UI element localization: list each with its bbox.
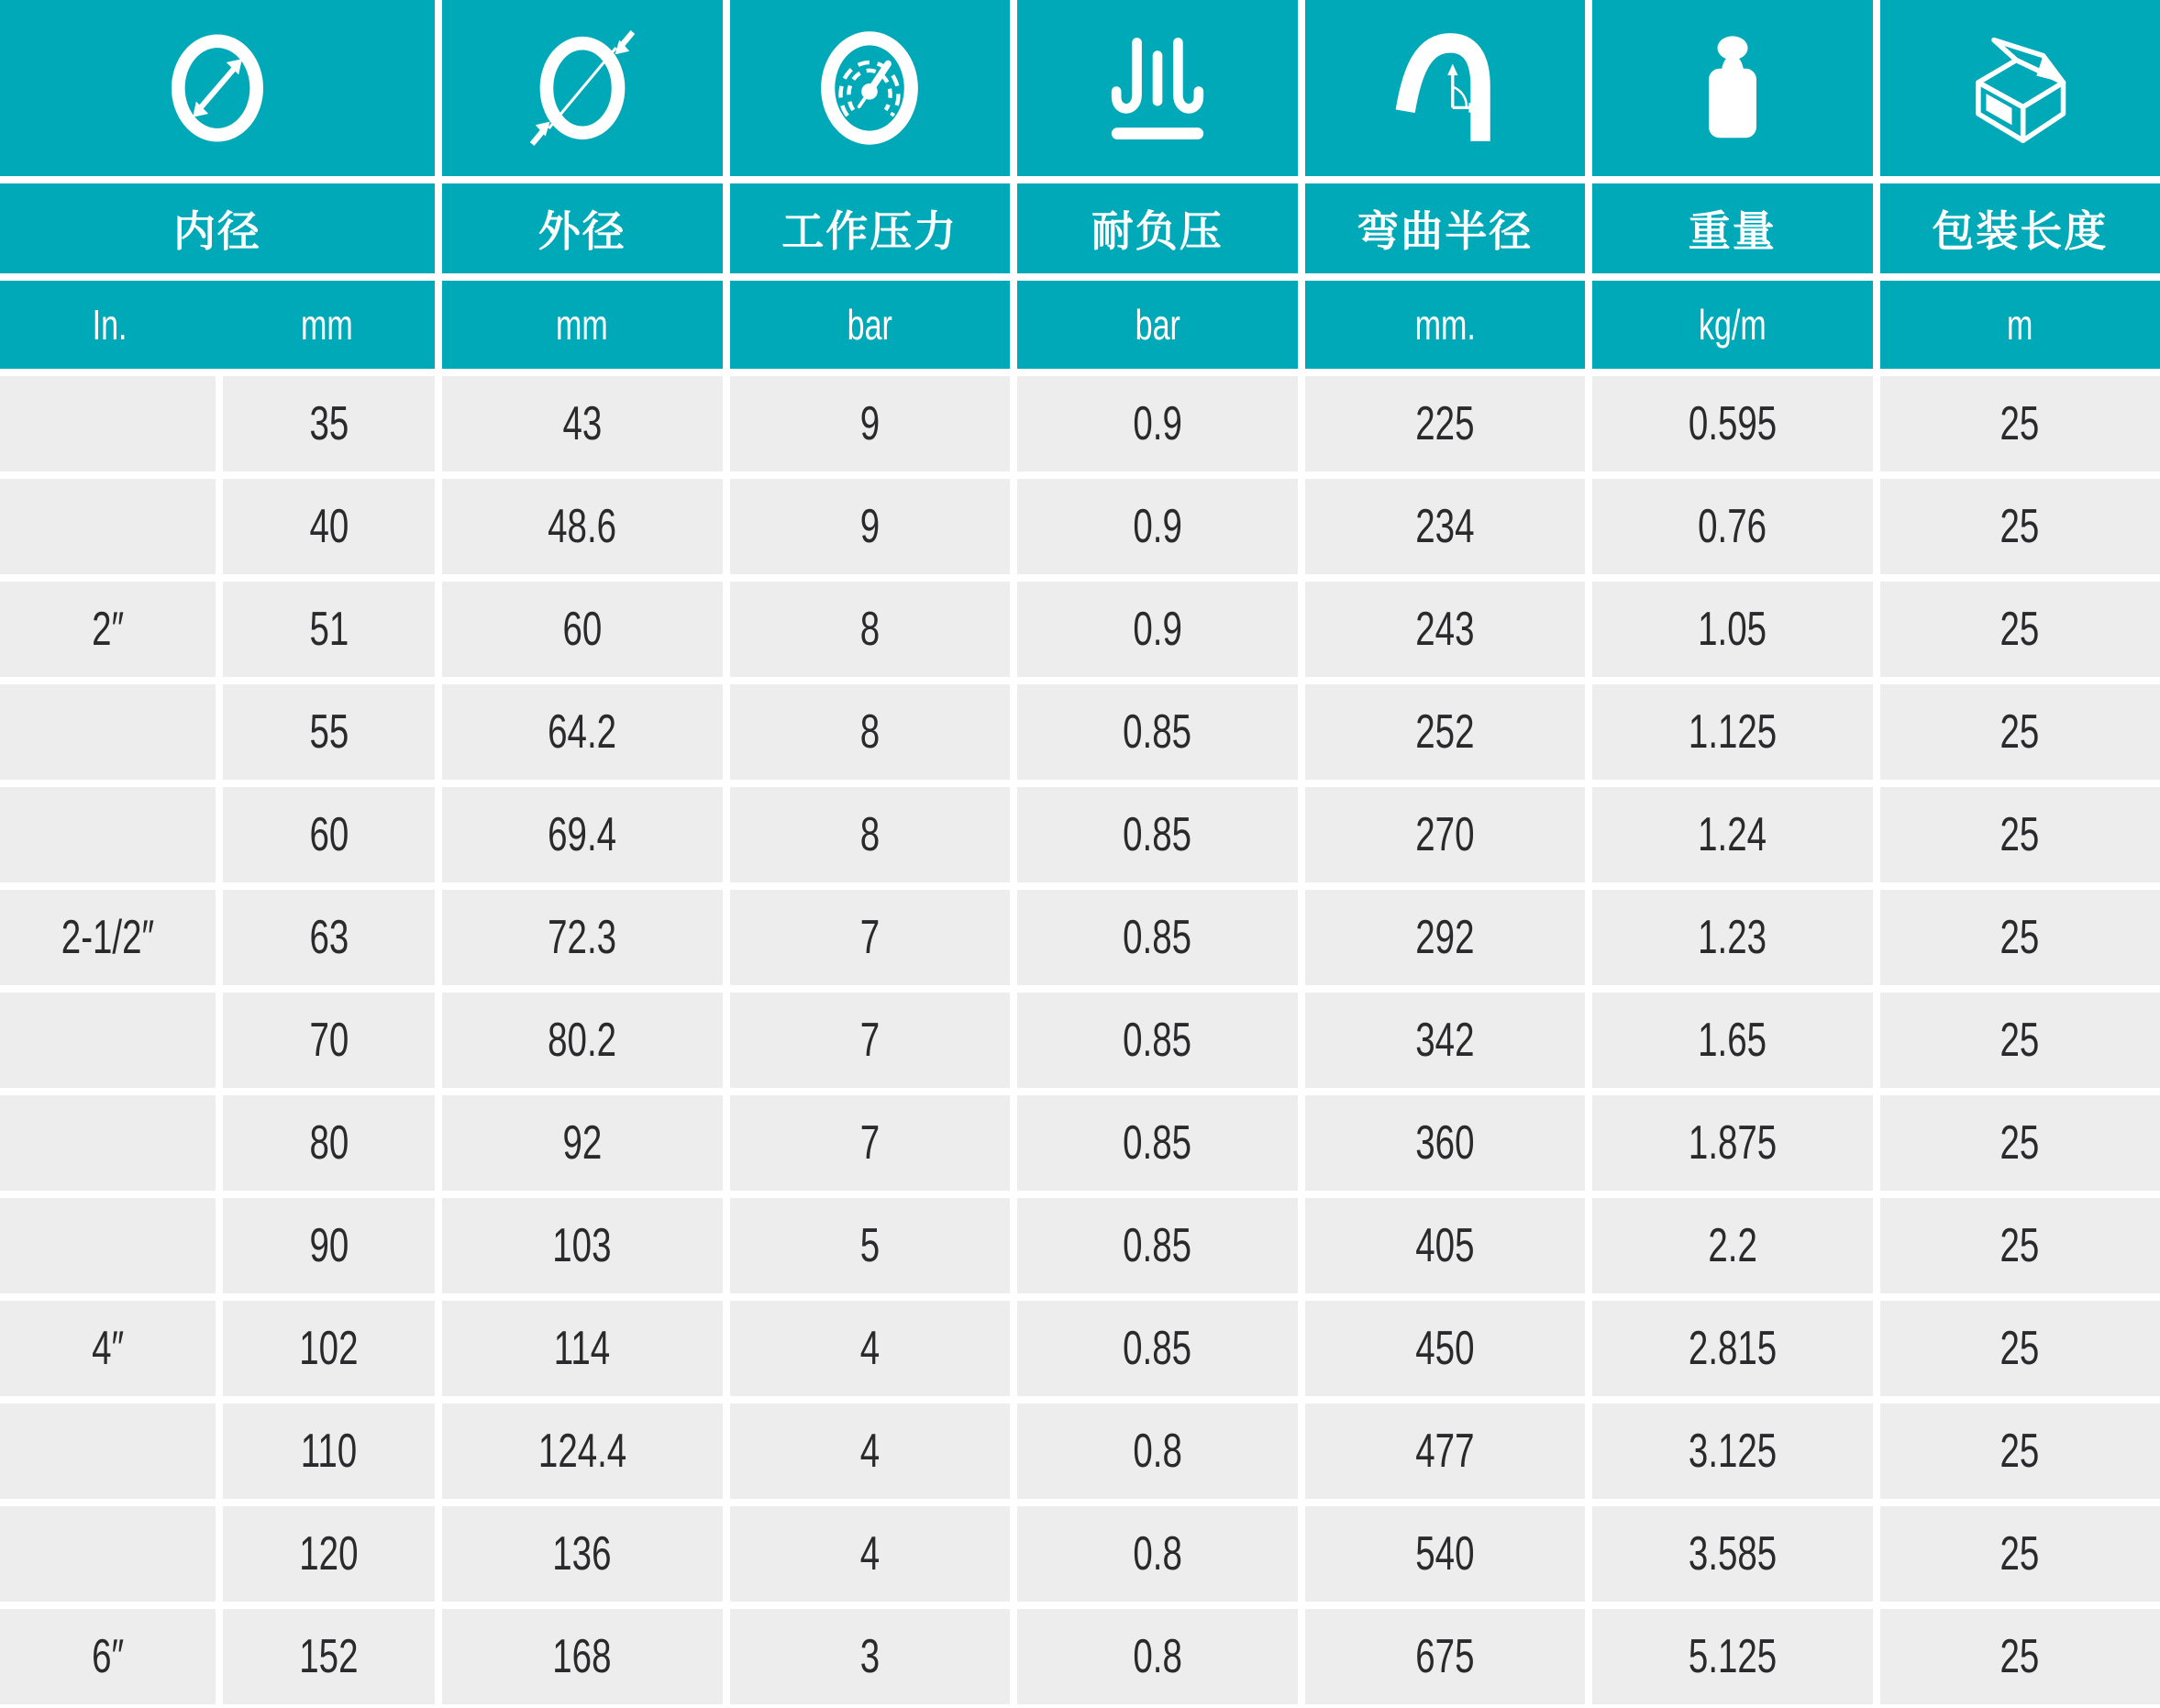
cell-value: 69.4 — [548, 808, 617, 861]
header-cell-working-pressure — [730, 183, 1011, 273]
inch-cell — [0, 582, 216, 677]
bend-radius-cell — [1305, 1095, 1586, 1191]
weight-cell — [1592, 993, 1873, 1088]
icon-cell-vacuum — [1017, 0, 1298, 176]
pressure-cell — [730, 582, 1011, 677]
cell-value: 40 — [309, 500, 349, 553]
icon-cell-inner-diameter — [0, 0, 435, 176]
cell-value: 0.9 — [1132, 603, 1182, 656]
unit-cell-working-pressure — [730, 281, 1011, 369]
cell-value: 48.6 — [548, 500, 617, 553]
cell-value: 2.815 — [1688, 1322, 1777, 1375]
length-cell — [1880, 993, 2160, 1088]
bend-radius-cell — [1305, 582, 1586, 677]
cell-value: 252 — [1415, 705, 1475, 759]
icon-cell-working-pressure — [730, 0, 1011, 176]
inch-cell — [0, 684, 216, 780]
outer-mm-cell — [442, 479, 723, 574]
length-cell — [1880, 1506, 2160, 1602]
column-label: 重量 — [1688, 207, 1777, 255]
cell-value: 5 — [859, 1219, 880, 1272]
cell-value: 102 — [299, 1322, 359, 1375]
weight-cell — [1592, 890, 1873, 985]
pressure-cell — [730, 1095, 1011, 1191]
cell-value: 51 — [309, 603, 349, 656]
bend-radius-cell — [1305, 1198, 1586, 1293]
header-cell-bend-radius — [1305, 183, 1586, 273]
cell-value: 25 — [1999, 1219, 2040, 1272]
cell-value: 92 — [562, 1116, 603, 1170]
unit-label: kg/m — [1698, 301, 1767, 349]
weight-cell — [1592, 1095, 1873, 1191]
cell-value: 80.2 — [548, 1014, 617, 1067]
unit-label: mm. — [1414, 301, 1476, 349]
column-label: 弯曲半径 — [1357, 207, 1534, 255]
length-cell — [1880, 479, 2160, 574]
column-label: 包装长度 — [1932, 207, 2109, 255]
cell-value: 0.85 — [1123, 1219, 1192, 1272]
inch-cell — [0, 376, 216, 471]
vacuum-cell — [1017, 1609, 1298, 1704]
length-cell — [1880, 1095, 2160, 1191]
weight-cell — [1592, 1506, 1873, 1602]
cell-value: 124.4 — [537, 1425, 626, 1478]
unit-cell-packing-length — [1880, 281, 2160, 369]
cell-value: 80 — [309, 1116, 349, 1170]
cell-value: 152 — [299, 1630, 359, 1683]
cell-value: 0.85 — [1123, 1116, 1192, 1170]
cell-value: 25 — [1999, 603, 2040, 656]
cell-value: 90 — [309, 1219, 349, 1272]
weight-cell — [1592, 582, 1873, 677]
outer-mm-cell — [442, 1609, 723, 1704]
cell-value: 4 — [859, 1425, 880, 1478]
pressure-cell — [730, 1198, 1011, 1293]
vacuum-cell — [1017, 993, 1298, 1088]
cell-value: 6″ — [91, 1630, 125, 1683]
inch-cell — [0, 479, 216, 574]
cell-value: 405 — [1415, 1219, 1475, 1272]
inner-mm-cell — [223, 479, 435, 574]
length-cell — [1880, 890, 2160, 985]
cell-value: 0.8 — [1132, 1527, 1182, 1580]
bend-radius-cell — [1305, 479, 1586, 574]
cell-value: 1.65 — [1698, 1014, 1767, 1067]
inner-mm-cell — [223, 890, 435, 985]
icon-cell-bend-radius — [1305, 0, 1586, 176]
cell-value: 0.85 — [1123, 808, 1192, 861]
vacuum-cell — [1017, 1506, 1298, 1602]
pressure-cell — [730, 1506, 1011, 1602]
unit-cell-vacuum — [1017, 281, 1298, 369]
cell-value: 25 — [1999, 397, 2040, 450]
header-cell-weight — [1592, 183, 1873, 273]
pressure-cell — [730, 1609, 1011, 1704]
cell-value: 450 — [1415, 1322, 1475, 1375]
unit-cell-bend-radius — [1305, 281, 1586, 369]
cell-value: 25 — [1999, 911, 2040, 964]
weight-cell — [1592, 376, 1873, 471]
unit-cell-weight — [1592, 281, 1873, 369]
inner-mm-cell — [223, 1301, 435, 1396]
unit-cell-inner-diameter — [0, 281, 435, 369]
cell-value: 342 — [1415, 1014, 1475, 1067]
cell-value: 114 — [554, 1322, 611, 1375]
outer-mm-cell — [442, 1506, 723, 1602]
column-label: 外径 — [537, 207, 626, 255]
bend-radius-cell — [1305, 890, 1586, 985]
cell-value: 35 — [309, 397, 349, 450]
icon-cell-outer-diameter — [442, 0, 723, 176]
cell-value: 8 — [859, 808, 880, 861]
table-row — [0, 1301, 2160, 1396]
weight-icon — [1678, 29, 1787, 147]
vacuum-cell — [1017, 1403, 1298, 1499]
inch-cell — [0, 1198, 216, 1293]
cell-value: 0.9 — [1132, 397, 1182, 450]
cell-value: 243 — [1415, 603, 1475, 656]
cell-value: 0.9 — [1132, 500, 1182, 553]
cell-value: 225 — [1415, 397, 1475, 450]
unit-label: m — [2007, 301, 2033, 349]
weight-cell — [1592, 1609, 1873, 1704]
inch-cell — [0, 1403, 216, 1499]
pressure-cell — [730, 1301, 1011, 1396]
pressure-cell — [730, 787, 1011, 882]
cell-value: 25 — [1999, 808, 2040, 861]
bend-radius-cell — [1305, 993, 1586, 1088]
cell-value: 168 — [552, 1630, 612, 1683]
table-row — [0, 684, 2160, 780]
bend-radius-cell — [1305, 1506, 1586, 1602]
unit-label: bar — [847, 301, 892, 349]
cell-value: 0.8 — [1132, 1630, 1182, 1683]
cell-value: 55 — [309, 705, 349, 759]
inch-cell — [0, 787, 216, 882]
unit-label-inch: In. — [92, 301, 127, 349]
vacuum-cell — [1017, 787, 1298, 882]
length-cell — [1880, 582, 2160, 677]
cell-value: 7 — [859, 911, 880, 964]
inner-mm-cell — [223, 1403, 435, 1499]
vacuum-cell — [1017, 582, 1298, 677]
cell-value: 1.875 — [1688, 1116, 1777, 1170]
inner-mm-cell — [223, 1198, 435, 1293]
inner-mm-cell — [223, 582, 435, 677]
inch-cell — [0, 993, 216, 1088]
table-row — [0, 376, 2160, 471]
cell-value: 270 — [1415, 808, 1475, 861]
cell-value: 25 — [1999, 1014, 2040, 1067]
cell-value: 1.05 — [1698, 603, 1767, 656]
cell-value: 0.595 — [1688, 397, 1777, 450]
cell-value: 675 — [1415, 1630, 1475, 1683]
header-cell-vacuum — [1017, 183, 1298, 273]
outer-mm-cell — [442, 993, 723, 1088]
bend-radius-cell — [1305, 684, 1586, 780]
table-row — [0, 993, 2160, 1088]
cell-value: 3.125 — [1688, 1425, 1777, 1478]
length-cell — [1880, 1609, 2160, 1704]
icon-header-row — [0, 0, 2160, 176]
cell-value: 60 — [309, 808, 349, 861]
table-row — [0, 582, 2160, 677]
header-cell-inner-diameter — [0, 183, 435, 273]
inch-cell — [0, 1301, 216, 1396]
inner-diameter-icon — [161, 28, 273, 149]
cell-value: 25 — [1999, 1630, 2040, 1683]
cell-value: 0.85 — [1123, 705, 1192, 759]
inch-cell — [0, 1506, 216, 1602]
outer-mm-cell — [442, 376, 723, 471]
length-cell — [1880, 1403, 2160, 1499]
cell-value: 2-1/2″ — [61, 911, 155, 964]
cell-value: 234 — [1415, 500, 1475, 553]
cell-value: 0.85 — [1123, 1322, 1192, 1375]
length-cell — [1880, 1301, 2160, 1396]
outer-mm-cell — [442, 1095, 723, 1191]
cell-value: 9 — [859, 397, 880, 450]
cell-value: 25 — [1999, 1425, 2040, 1478]
table-row — [0, 787, 2160, 882]
cell-value: 120 — [299, 1527, 359, 1580]
header-cell-outer-diameter — [442, 183, 723, 273]
outer-mm-cell — [442, 787, 723, 882]
bend-radius-cell — [1305, 376, 1586, 471]
cell-value: 110 — [300, 1425, 358, 1478]
outer-mm-cell — [442, 890, 723, 985]
inch-cell — [0, 1609, 216, 1704]
cell-value: 0.76 — [1698, 500, 1767, 553]
inner-mm-cell — [223, 1609, 435, 1704]
vacuum-cell — [1017, 684, 1298, 780]
length-cell — [1880, 1198, 2160, 1293]
bend-radius-cell — [1305, 787, 1586, 882]
cell-value: 0.85 — [1123, 1014, 1192, 1067]
cell-value: 136 — [552, 1527, 612, 1580]
weight-cell — [1592, 479, 1873, 574]
cell-value: 7 — [859, 1116, 880, 1170]
pressure-cell — [730, 684, 1011, 780]
pressure-cell — [730, 993, 1011, 1088]
packing-box-icon — [1958, 28, 2081, 148]
vacuum-cell — [1017, 479, 1298, 574]
cell-value: 1.23 — [1698, 911, 1767, 964]
table-row — [0, 1506, 2160, 1602]
cell-value: 64.2 — [548, 705, 617, 759]
vacuum-cell — [1017, 1301, 1298, 1396]
cell-value: 2″ — [91, 603, 125, 656]
vacuum-cell — [1017, 1198, 1298, 1293]
cell-value: 70 — [309, 1014, 349, 1067]
bend-radius-cell — [1305, 1403, 1586, 1499]
outer-mm-cell — [442, 582, 723, 677]
cell-value: 43 — [562, 397, 603, 450]
outer-diameter-icon — [526, 28, 638, 149]
cell-value: 8 — [859, 603, 880, 656]
inner-mm-cell — [223, 376, 435, 471]
cell-value: 72.3 — [548, 911, 617, 964]
cell-value: 25 — [1999, 1527, 2040, 1580]
pressure-cell — [730, 479, 1011, 574]
units-row — [0, 281, 2160, 369]
inner-mm-cell — [223, 787, 435, 882]
label-header-row — [0, 183, 2160, 273]
cell-value: 7 — [859, 1014, 880, 1067]
length-cell — [1880, 684, 2160, 780]
pressure-cell — [730, 1403, 1011, 1499]
cell-value: 25 — [1999, 500, 2040, 553]
bend-radius-cell — [1305, 1301, 1586, 1396]
column-label: 工作压力 — [781, 207, 958, 255]
cell-value: 540 — [1415, 1527, 1475, 1580]
table-body — [0, 376, 2160, 1704]
outer-mm-cell — [442, 684, 723, 780]
length-cell — [1880, 787, 2160, 882]
vacuum-cell — [1017, 1095, 1298, 1191]
cell-value: 4 — [859, 1527, 880, 1580]
inch-cell — [0, 1095, 216, 1191]
cell-value: 360 — [1415, 1116, 1475, 1170]
cell-value: 3 — [859, 1630, 880, 1683]
unit-label-mm: mm — [301, 301, 353, 349]
inner-mm-cell — [223, 1095, 435, 1191]
column-label: 内径 — [173, 207, 261, 255]
inner-mm-cell — [223, 993, 435, 1088]
cell-value: 1.125 — [1688, 705, 1777, 759]
column-label: 耐负压 — [1091, 207, 1224, 255]
table-row — [0, 1609, 2160, 1704]
table-row — [0, 479, 2160, 574]
unit-cell-outer-diameter — [442, 281, 723, 369]
weight-cell — [1592, 1198, 1873, 1293]
cell-value: 1.24 — [1698, 808, 1767, 861]
icon-cell-weight — [1592, 0, 1873, 176]
vacuum-cell — [1017, 376, 1298, 471]
cell-value: 63 — [309, 911, 349, 964]
icon-cell-packing-length — [1880, 0, 2160, 176]
bend-radius-cell — [1305, 1609, 1586, 1704]
table-row — [0, 890, 2160, 985]
length-cell — [1880, 376, 2160, 471]
cell-value: 3.585 — [1688, 1527, 1777, 1580]
outer-mm-cell — [442, 1301, 723, 1396]
inch-cell — [0, 890, 216, 985]
cell-value: 25 — [1999, 1322, 2040, 1375]
cell-value: 4″ — [91, 1322, 125, 1375]
cell-value: 477 — [1415, 1425, 1475, 1478]
cell-value: 25 — [1999, 1116, 2040, 1170]
pressure-cell — [730, 376, 1011, 471]
cell-value: 103 — [552, 1219, 612, 1272]
header-cell-packing-length — [1880, 183, 2160, 273]
bend-radius-icon — [1387, 26, 1502, 150]
inner-mm-cell — [223, 1506, 435, 1602]
cell-value: 25 — [1999, 705, 2040, 759]
cell-value: 2.2 — [1707, 1219, 1757, 1272]
weight-cell — [1592, 1301, 1873, 1396]
outer-mm-cell — [442, 1403, 723, 1499]
cell-value: 0.85 — [1123, 911, 1192, 964]
weight-cell — [1592, 684, 1873, 780]
outer-mm-cell — [442, 1198, 723, 1293]
weight-cell — [1592, 787, 1873, 882]
table-row — [0, 1403, 2160, 1499]
pressure-gauge-icon — [812, 26, 927, 150]
inner-mm-cell — [223, 684, 435, 780]
table-row — [0, 1198, 2160, 1293]
unit-label: bar — [1135, 301, 1180, 349]
cell-value: 0.8 — [1132, 1425, 1182, 1478]
table-row — [0, 1095, 2160, 1191]
cell-value: 292 — [1415, 911, 1475, 964]
vacuum-cell — [1017, 890, 1298, 985]
cell-value: 60 — [562, 603, 603, 656]
cell-value: 5.125 — [1688, 1630, 1777, 1683]
weight-cell — [1592, 1403, 1873, 1499]
vacuum-resistance-icon — [1103, 29, 1212, 147]
cell-value: 9 — [859, 500, 880, 553]
cell-value: 8 — [859, 705, 880, 759]
pressure-cell — [730, 890, 1011, 985]
unit-label: mm — [556, 301, 609, 349]
cell-value: 4 — [859, 1322, 880, 1375]
